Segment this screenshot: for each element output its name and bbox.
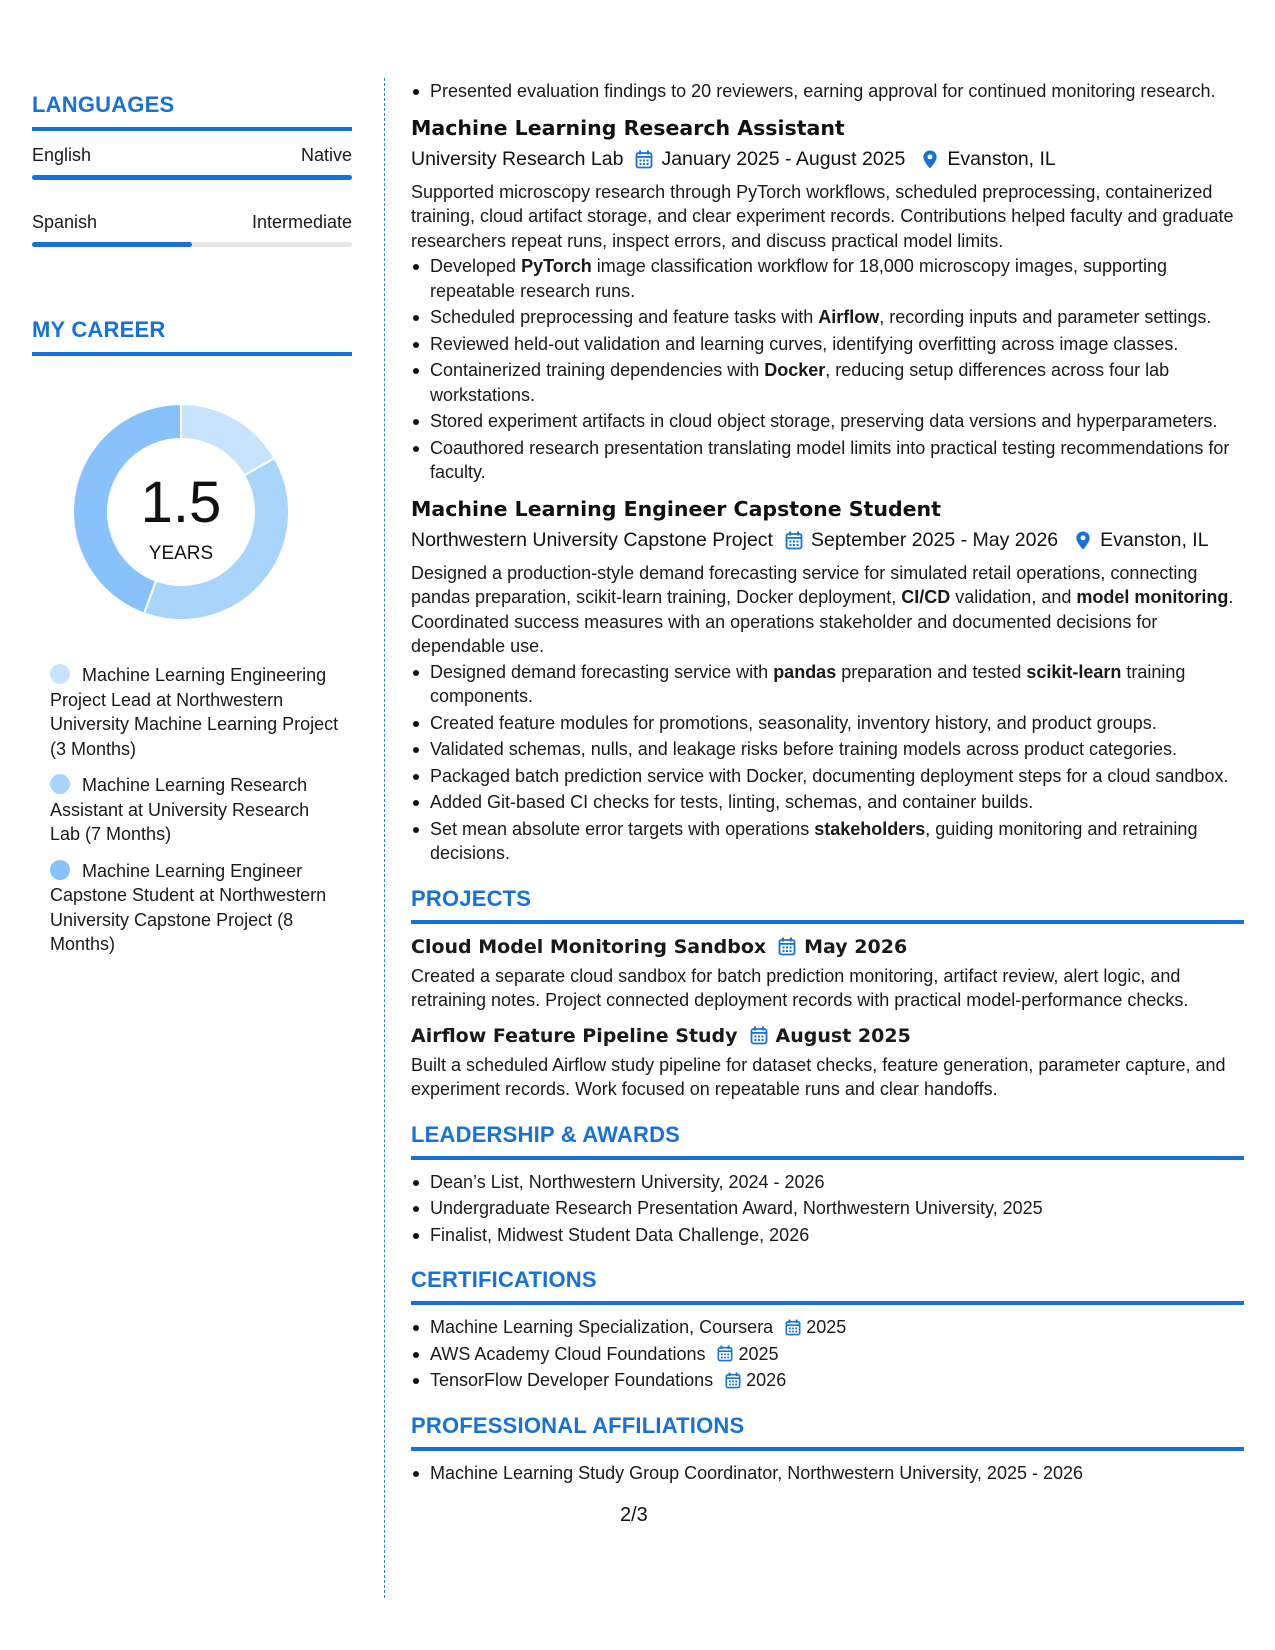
calendar-icon	[725, 1372, 741, 1389]
location-pin-icon	[921, 150, 939, 169]
job-description: Supported microscopy research through PyTorch workflows, scheduled preprocessing, containerized training, cloud artifact storage, and clear experiment records. Contributions helped faculty and graduate researchers repeat runs, inspect errors, and discuss practical model limits.	[411, 181, 1234, 251]
job-bullets	[411, 660, 1244, 866]
language-name: English	[32, 145, 92, 165]
experience-bullet: Coauthored research presentation translating model limits into practical testing recommendations for faculty.	[411, 436, 1244, 485]
certification-name: AWS Academy Cloud Foundations	[430, 1343, 706, 1364]
experience-entry	[411, 116, 1244, 485]
leadership-rule	[411, 1156, 1244, 1160]
calendar-icon	[785, 531, 803, 550]
projects-rule	[411, 920, 1244, 924]
languages-section	[32, 92, 352, 247]
leadership-item: Undergraduate Research Presentation Award, Northwestern University, 2025	[411, 1196, 1244, 1221]
certification-name: TensorFlow Developer Foundations	[430, 1370, 714, 1390]
career-heading: MY CAREER	[32, 317, 166, 342]
certification-year: 2025	[738, 1343, 779, 1364]
job-org: Northwestern University Capstone Project	[411, 528, 773, 551]
page-number: 2/3	[620, 1504, 648, 1526]
carryover-bullets	[411, 79, 1244, 104]
calendar-icon	[785, 1319, 801, 1336]
leadership-list	[411, 1170, 1244, 1248]
career-total-years: 1.5	[140, 470, 222, 535]
calendar-icon	[717, 1345, 733, 1362]
right-column	[411, 79, 1244, 1487]
projects-section	[411, 886, 1244, 1102]
legend-dot	[50, 860, 70, 880]
certifications-rule	[411, 1301, 1244, 1305]
affiliations-rule	[411, 1447, 1244, 1451]
affiliations-list	[411, 1461, 1244, 1486]
languages-rule	[32, 127, 352, 131]
experience-bullet: Packaged batch prediction service with Docker, documenting deployment steps for a cloud sandbox.	[411, 764, 1244, 789]
legend-label: Machine Learning Engineer Capstone Student at Northwestern University Capstone Project (8 Months)	[50, 860, 327, 954]
certification-item	[411, 1315, 1244, 1340]
experience-bullet: Scheduled preprocessing and feature tasks with Airflow, recording inputs and parameter settings.	[411, 305, 1244, 330]
career-rule	[32, 352, 352, 356]
language-bar	[32, 175, 352, 180]
career-legend	[50, 663, 340, 957]
experience-bullet: Developed PyTorch image classification workflow for 18,000 microscopy images, supporting repeatable research runs.	[411, 254, 1244, 303]
legend-label: Machine Learning Engineering Project Lead at Northwestern University Machine Learning Project (3 Months)	[50, 665, 339, 759]
job-location: Evanston, IL	[947, 147, 1056, 170]
project-date: August 2025	[775, 1024, 911, 1047]
career-section	[32, 317, 352, 957]
language-name: Spanish	[32, 212, 98, 232]
language-bar-fill	[32, 175, 352, 180]
projects-heading: PROJECTS	[411, 885, 532, 911]
job-meta	[411, 148, 1244, 171]
certification-item	[411, 1368, 1244, 1393]
calendar-icon	[778, 937, 796, 956]
experience-bullet: Created feature modules for promotions, seasonality, inventory history, and product groups.	[411, 711, 1244, 736]
experience-bullet: Presented evaluation findings to 20 reviewers, earning approval for continued monitoring research.	[411, 79, 1244, 104]
leadership-item: Dean’s List, Northwestern University, 2024 - 2026	[411, 1170, 1244, 1195]
experience-bullet: Set mean absolute error targets with operations stakeholders, guiding monitoring and retraining decisions.	[411, 817, 1244, 866]
experience-entry	[411, 497, 1244, 866]
experience-bullet: Containerized training dependencies with Docker, reducing setup differences across four lab workstations.	[411, 358, 1244, 407]
job-dates: January 2025 - August 2025	[661, 147, 906, 170]
career-legend-item	[50, 663, 340, 761]
career-legend-item	[50, 773, 340, 847]
project-description: Created a separate cloud sandbox for batch prediction monitoring, artifact review, alert logic, and retraining notes. Project connected deployment records with practical model-performance checks.	[411, 965, 1189, 1010]
job-description: Designed a production-style demand forecasting service for simulated retail operations, connecting pandas preparation, scikit-learn training, Docker deployment, CI/CD validation, and model monitoring. Coordinated success measures with an operations stakeholder and documented decisions for dependable use.	[411, 562, 1234, 656]
language-bar	[32, 242, 352, 247]
certification-year: 2026	[746, 1370, 787, 1390]
job-dates: September 2025 - May 2026	[810, 528, 1059, 551]
calendar-icon	[750, 1026, 768, 1045]
affiliations-section	[411, 1413, 1244, 1486]
project-date: May 2026	[804, 935, 908, 958]
legend-label: Machine Learning Research Assistant at University Research Lab (7 Months)	[50, 775, 310, 844]
career-total-unit: YEARS	[148, 543, 214, 564]
languages-heading: LANGUAGES	[32, 92, 175, 117]
experience-bullet: Stored experiment artifacts in cloud object storage, preserving data versions and hyperparameters.	[411, 409, 1244, 434]
project-entry	[411, 1025, 1244, 1102]
language-item	[32, 212, 352, 247]
certifications-heading: CERTIFICATIONS	[411, 1267, 597, 1292]
affiliations-heading: PROFESSIONAL AFFILIATIONS	[411, 1412, 745, 1438]
left-column	[32, 92, 352, 969]
certification-year: 2025	[806, 1317, 847, 1337]
column-divider	[384, 78, 385, 1598]
job-bullets	[411, 254, 1244, 485]
job-title: Machine Learning Research Assistant	[411, 115, 845, 140]
job-title: Machine Learning Engineer Capstone Student	[411, 496, 941, 521]
experience-bullet: Reviewed held-out validation and learning curves, identifying overfitting across image classes.	[411, 332, 1244, 357]
language-bar-fill	[32, 242, 192, 247]
legend-dot	[50, 664, 70, 684]
experience-bullet: Validated schemas, nulls, and leakage risks before training models across product categories.	[411, 737, 1244, 762]
language-level: Native	[300, 145, 352, 165]
certification-name: Machine Learning Specialization, Coursera	[430, 1317, 774, 1337]
project-entry	[411, 936, 1244, 1013]
leadership-section	[411, 1122, 1244, 1248]
project-name: Cloud Model Monitoring Sandbox	[411, 935, 767, 958]
leadership-heading: LEADERSHIP & AWARDS	[411, 1121, 681, 1147]
certifications-section	[411, 1267, 1244, 1393]
career-donut-chart	[66, 397, 296, 627]
job-location: Evanston, IL	[1100, 528, 1209, 551]
location-pin-icon	[1074, 531, 1092, 550]
career-donut-slice	[181, 404, 275, 476]
certification-item	[411, 1342, 1244, 1367]
job-meta	[411, 529, 1244, 552]
legend-dot	[50, 774, 70, 794]
language-item	[32, 145, 352, 180]
language-level: Intermediate	[251, 212, 352, 232]
certifications-list	[411, 1315, 1244, 1393]
experience-bullet: Added Git-based CI checks for tests, linting, schemas, and container builds.	[411, 790, 1244, 815]
job-org: University Research Lab	[411, 147, 624, 170]
affiliation-item: Machine Learning Study Group Coordinator, Northwestern University, 2025 - 2026	[411, 1461, 1244, 1486]
project-name: Airflow Feature Pipeline Study	[411, 1024, 738, 1047]
calendar-icon	[635, 150, 653, 169]
leadership-item: Finalist, Midwest Student Data Challenge, 2026	[411, 1223, 1244, 1248]
career-legend-item	[50, 859, 340, 957]
experience-bullet: Designed demand forecasting service with pandas preparation and tested scikit-learn training components.	[411, 660, 1244, 709]
project-description: Built a scheduled Airflow study pipeline for dataset checks, feature generation, parameter capture, and experiment records. Work focused on repeatable runs and clear handoffs.	[411, 1054, 1226, 1099]
